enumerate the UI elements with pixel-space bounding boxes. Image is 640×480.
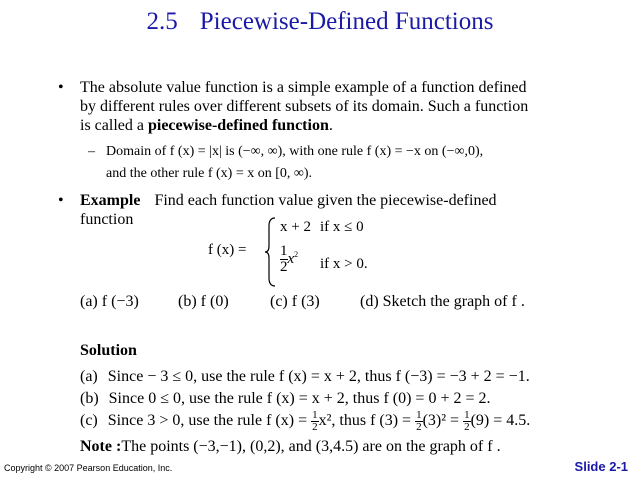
domain-line-1: Domain of f (x) = |x| is (−∞, ∞), with one rule f (x) = −x on (−∞,0), <box>106 144 484 159</box>
solution-heading: Solution <box>80 342 137 359</box>
bullet-marker: • <box>58 79 64 96</box>
bullet-marker: • <box>58 192 64 209</box>
example-line-2: function <box>80 211 134 228</box>
solution-b: (b) Since 0 ≤ 0, use the rule f (x) = x + 2, thus f (0) = 0 + 2 = 2. <box>80 390 491 407</box>
example-text: Find each function value given the piecewise-defined <box>154 192 497 209</box>
part-a: (a) f (−3) <box>80 293 139 310</box>
copyright: Copyright © 2007 Pearson Education, Inc. <box>4 463 173 473</box>
intro-line-3: is called a piecewise-defined function. <box>80 117 333 134</box>
intro-line-1: The absolute value function is a simple example of a function defined <box>80 79 527 96</box>
solution-note <box>80 438 501 456</box>
slide-title <box>0 8 640 36</box>
solution-a: (a) Since − 3 ≤ 0, use the rule f (x) = x + 2, thus f (−3) = −3 + 2 = −1. <box>80 368 530 385</box>
example-label: Example <box>80 192 141 209</box>
bullet-intro <box>58 78 620 135</box>
part-c: (c) f (3) <box>270 293 320 310</box>
sub-bullet-domain <box>88 143 626 183</box>
part-b: (b) f (0) <box>178 293 229 310</box>
intro-line-2: by different rules over different subsets of its domain. Such a function <box>80 98 529 115</box>
function-lhs: f (x) = <box>208 242 247 258</box>
case-2-cond: if x > 0. <box>320 256 368 272</box>
slide-number: Slide 2-1 <box>574 459 628 474</box>
term-piecewise: piecewise-defined function <box>147 117 329 134</box>
case-2-expr: $\frac{1}{2}$ $x^2$ <box>280 243 299 275</box>
title-text: Piecewise-Defined Functions <box>199 8 494 35</box>
part-d: (d) Sketch the graph of f . <box>360 293 525 310</box>
note-text: The points (−3,−1), (0,2), and (3,4.5) are on the graph of f . <box>121 438 501 455</box>
domain-line-2: and the other rule f (x) = x on [0, ∞). <box>106 166 313 181</box>
case-1-expr: x + 2 <box>280 219 311 235</box>
case-1-cond: if x ≤ 0 <box>320 219 364 235</box>
left-brace <box>264 216 278 288</box>
section-number: 2.5 <box>146 8 178 35</box>
solution-c: (c) Since 3 > 0, use the rule f (x) = $\frac{1}{2}$ x², thus f (3) = $\frac{1}{2}$ (3)² = $\frac{1}{2}$ (9) = 4.5. <box>80 409 531 433</box>
dash-marker: – <box>88 144 95 159</box>
note-label: Note : <box>80 438 122 455</box>
